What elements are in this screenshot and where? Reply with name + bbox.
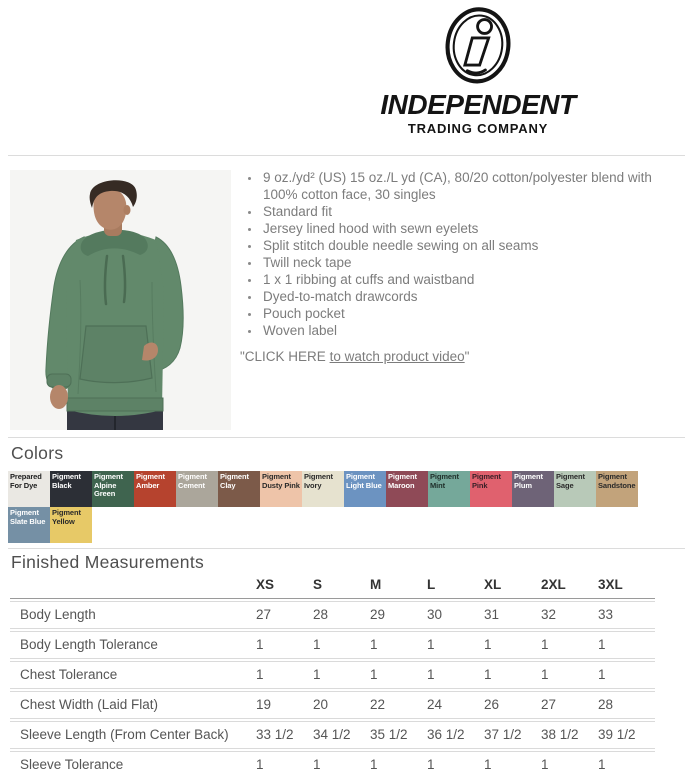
logo-tagline: TRADING COMPANY bbox=[407, 121, 549, 136]
measurement-value: 28 bbox=[313, 601, 370, 629]
feature-item: • Pouch pocket bbox=[261, 305, 686, 322]
measurement-row bbox=[10, 751, 655, 771]
color-swatch: Pigment Alpine Green bbox=[92, 471, 134, 507]
measurement-value: 1 bbox=[484, 751, 541, 771]
measurement-value: 1 bbox=[256, 661, 313, 689]
color-swatch: Pigment Sage bbox=[554, 471, 596, 507]
measurement-value: 29 bbox=[370, 601, 427, 629]
size-column-header: XS bbox=[256, 575, 313, 599]
measurement-value: 31 bbox=[484, 601, 541, 629]
feature-item: • Standard fit bbox=[261, 203, 686, 220]
measurement-value: 32 bbox=[541, 601, 598, 629]
measurement-value: 1 bbox=[370, 661, 427, 689]
independent-i-oval-icon bbox=[437, 4, 519, 90]
measurement-value: 1 bbox=[370, 751, 427, 771]
measurement-value: 33 1/2 bbox=[256, 721, 313, 749]
measurement-value: 1 bbox=[598, 631, 655, 659]
color-swatch: Pigment Maroon bbox=[386, 471, 428, 507]
measurement-value: 1 bbox=[313, 751, 370, 771]
measurement-value: 28 bbox=[598, 691, 655, 719]
feature-item: • Jersey lined hood with sewn eyelets bbox=[261, 220, 686, 237]
feature-list bbox=[240, 169, 686, 339]
measurement-value: 36 1/2 bbox=[427, 721, 484, 749]
measurements-table bbox=[10, 573, 655, 771]
color-swatch: Pigment Slate Blue bbox=[8, 507, 50, 543]
measurement-row-label: Sleeve Length (From Center Back) bbox=[10, 721, 256, 749]
color-swatch: Pigment Amber bbox=[134, 471, 176, 507]
measurement-value: 39 1/2 bbox=[598, 721, 655, 749]
measurement-value: 33 bbox=[598, 601, 655, 629]
feature-item: • 9 oz./yd² (US) 15 oz./L yd (CA), 80/20 cotton/polyester blend with 100% cotton face, 30 singles bbox=[261, 169, 686, 203]
color-swatch: Pigment Pink bbox=[470, 471, 512, 507]
header-divider bbox=[8, 155, 685, 156]
color-swatch: Pigment Black bbox=[50, 471, 92, 507]
measurement-row bbox=[10, 691, 655, 719]
size-column-header: M bbox=[370, 575, 427, 599]
measurement-row-label: Chest Width (Laid Flat) bbox=[10, 691, 256, 719]
measurement-value: 1 bbox=[484, 631, 541, 659]
video-note-prefix: "CLICK HERE bbox=[240, 349, 330, 364]
feature-item: • Split stitch double needle sewing on all seams bbox=[261, 237, 686, 254]
measurement-value: 34 1/2 bbox=[313, 721, 370, 749]
product-photo bbox=[10, 170, 231, 430]
colors-divider bbox=[8, 437, 685, 438]
measurement-value: 1 bbox=[427, 661, 484, 689]
color-swatch: Pigment Dusty Pink bbox=[260, 471, 302, 507]
measurement-row bbox=[10, 631, 655, 659]
measurement-value: 19 bbox=[256, 691, 313, 719]
colors-section-title: Colors bbox=[11, 443, 64, 463]
measurement-value: 26 bbox=[484, 691, 541, 719]
measurement-value: 1 bbox=[313, 631, 370, 659]
color-swatch: Pigment Yellow bbox=[50, 507, 92, 543]
color-swatch: Pigment Light Blue bbox=[344, 471, 386, 507]
measurement-value: 1 bbox=[256, 751, 313, 771]
measurement-value: 1 bbox=[313, 661, 370, 689]
brand-logo bbox=[378, 4, 578, 135]
measurement-value: 1 bbox=[541, 661, 598, 689]
measurement-row bbox=[10, 601, 655, 629]
measurement-value: 24 bbox=[427, 691, 484, 719]
measurement-value: 30 bbox=[427, 601, 484, 629]
measurement-value: 1 bbox=[598, 751, 655, 771]
color-swatch: Pigment Clay bbox=[218, 471, 260, 507]
measurement-row bbox=[10, 661, 655, 689]
video-note-suffix: " bbox=[464, 349, 470, 364]
color-swatch: Pigment Mint bbox=[428, 471, 470, 507]
measurement-value: 38 1/2 bbox=[541, 721, 598, 749]
feature-item: • 1 x 1 ribbing at cuffs and waistband bbox=[261, 271, 686, 288]
product-features bbox=[240, 169, 686, 365]
color-swatch: Prepared For Dye bbox=[8, 471, 50, 507]
measurement-row-label: Sleeve Tolerance bbox=[10, 751, 256, 771]
color-swatch: Pigment Ivory bbox=[302, 471, 344, 507]
measurement-value: 1 bbox=[484, 661, 541, 689]
feature-item: • Twill neck tape bbox=[261, 254, 686, 271]
measurement-label-column-header bbox=[10, 575, 256, 599]
measurement-value: 1 bbox=[541, 751, 598, 771]
measurement-row bbox=[10, 721, 655, 749]
measurement-value: 27 bbox=[256, 601, 313, 629]
measurement-row-label: Body Length bbox=[10, 601, 256, 629]
measurement-value: 1 bbox=[598, 661, 655, 689]
measurement-value: 1 bbox=[427, 751, 484, 771]
size-column-header: XL bbox=[484, 575, 541, 599]
measurement-value: 20 bbox=[313, 691, 370, 719]
feature-item: • Woven label bbox=[261, 322, 686, 339]
measurements-section-title: Finished Measurements bbox=[11, 552, 205, 572]
size-column-header: L bbox=[427, 575, 484, 599]
color-swatch: Pigment Plum bbox=[512, 471, 554, 507]
product-video-link[interactable]: to watch product video bbox=[329, 349, 465, 364]
measurement-value: 22 bbox=[370, 691, 427, 719]
size-column-header: 3XL bbox=[598, 575, 655, 599]
size-column-header: S bbox=[313, 575, 370, 599]
measurement-value: 37 1/2 bbox=[484, 721, 541, 749]
logo-wordmark: INDEPENDENT bbox=[380, 89, 576, 120]
measurements-divider bbox=[8, 548, 685, 549]
size-column-header: 2XL bbox=[541, 575, 598, 599]
measurement-row-label: Chest Tolerance bbox=[10, 661, 256, 689]
measurements-table-header bbox=[10, 575, 655, 599]
color-swatch: Pigment Cement bbox=[176, 471, 218, 507]
measurement-value: 35 1/2 bbox=[370, 721, 427, 749]
color-swatch-grid bbox=[8, 471, 656, 543]
measurement-row-label: Body Length Tolerance bbox=[10, 631, 256, 659]
measurement-value: 1 bbox=[256, 631, 313, 659]
color-swatch: Pigment Sandstone bbox=[596, 471, 638, 507]
feature-item: • Dyed-to-match drawcords bbox=[261, 288, 686, 305]
measurement-value: 1 bbox=[370, 631, 427, 659]
measurement-value: 27 bbox=[541, 691, 598, 719]
measurement-value: 1 bbox=[427, 631, 484, 659]
measurement-value: 1 bbox=[541, 631, 598, 659]
video-note bbox=[240, 348, 686, 365]
